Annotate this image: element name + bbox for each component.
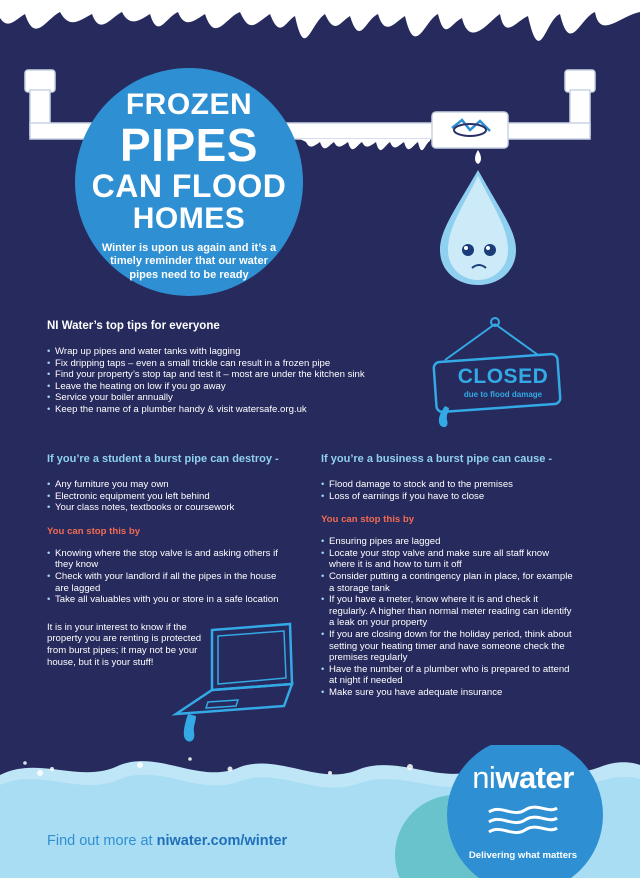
find-out-more-prefix: Find out more at — [47, 833, 157, 849]
hero-title-line-4: HOMES — [132, 202, 246, 235]
list-item: • Consider putting a contingency plan in place, for example a storage tank — [321, 571, 576, 594]
student-stop-list — [47, 548, 287, 606]
hero-subtitle: Winter is upon us again and it’s a timely reminder that our water pipes need to be ready — [101, 242, 277, 281]
list-item: • Keep the name of a plumber handy & visit watersafe.org.uk — [47, 404, 607, 416]
list-item: • Your class notes, textbooks or coursework — [47, 502, 312, 514]
hero-circle — [75, 68, 303, 296]
list-item: • Electronic equipment you left behind — [47, 491, 312, 503]
list-item: • Fix dripping taps – even a small trickle can result in a frozen pipe — [47, 358, 607, 370]
logo-waves-icon — [487, 802, 559, 842]
business-stop-title: You can stop this by — [321, 514, 415, 526]
logo-tagline: Delivering what matters — [468, 850, 578, 861]
list-item: • Service your boiler annually — [47, 392, 607, 404]
list-item: • Check with your landlord if all the pipes in the house are lagged — [47, 571, 287, 594]
list-item: • Wrap up pipes and water tanks with lagging — [47, 346, 607, 358]
list-item: • If you are closing down for the holiday period, think about setting your heating timer and have someone check the premises regularly — [321, 629, 576, 664]
list-item: • Locate your stop valve and make sure all staff know where it is and how to turn it off — [321, 548, 576, 571]
list-item: • Leave the heating on low if you go away — [47, 381, 607, 393]
find-out-more-link[interactable]: niwater.com/winter — [156, 833, 288, 849]
business-stop-list — [321, 536, 576, 698]
list-item: • If you have a meter, know where it is and check it regularly. A higher than normal meter reading can identify a leak on your property — [321, 594, 576, 629]
business-risk-list — [321, 479, 611, 502]
business-title: If you’re a business a burst pipe can cause - — [321, 453, 553, 465]
list-item: • Make sure you have adequate insurance — [321, 687, 576, 699]
list-item: • Have the number of a plumber who is prepared to attend at night if needed — [321, 664, 576, 687]
student-risk-list — [47, 479, 312, 514]
list-item: • Find your property’s stop tap and test it – most are under the kitchen sink — [47, 369, 607, 381]
list-item: • Knowing where the stop valve is and asking others if they know — [47, 548, 287, 571]
list-item: • Ensuring pipes are lagged — [321, 536, 576, 548]
hero-title-line-1: FROZEN — [125, 88, 253, 121]
list-item: • Loss of earnings if you have to close — [321, 491, 611, 503]
hero-title-line-2: PIPES — [119, 119, 258, 171]
wet-laptop-illustration — [168, 622, 298, 757]
top-tips-title: NI Water’s top tips for everyone — [47, 320, 220, 332]
list-item: • Take all valuables with you or store in a safe location — [47, 594, 287, 606]
list-item: • Any furniture you may own — [47, 479, 312, 491]
closed-sign-subtitle: due to flood damage — [463, 390, 543, 399]
logo-ni: ni — [472, 760, 496, 795]
business-column — [321, 453, 611, 699]
student-note: It is in your interest to know if the property you are renting is protected from burst pipes; it may not be your house, but it is your stuff! — [47, 621, 202, 668]
student-title: If you’re a student a burst pipe can destroy - — [47, 453, 279, 465]
sad-water-drop-icon — [440, 170, 516, 285]
hero-title-line-3: CAN FLOOD — [91, 168, 287, 204]
logo-water: water — [495, 760, 574, 795]
niwater-logo — [443, 760, 603, 796]
list-item: • Flood damage to stock and to the premises — [321, 479, 611, 491]
find-out-more — [47, 833, 287, 849]
closed-sign-word: CLOSED — [457, 365, 549, 388]
logo-wordmark — [472, 760, 574, 795]
student-stop-title: You can stop this by — [47, 525, 141, 537]
